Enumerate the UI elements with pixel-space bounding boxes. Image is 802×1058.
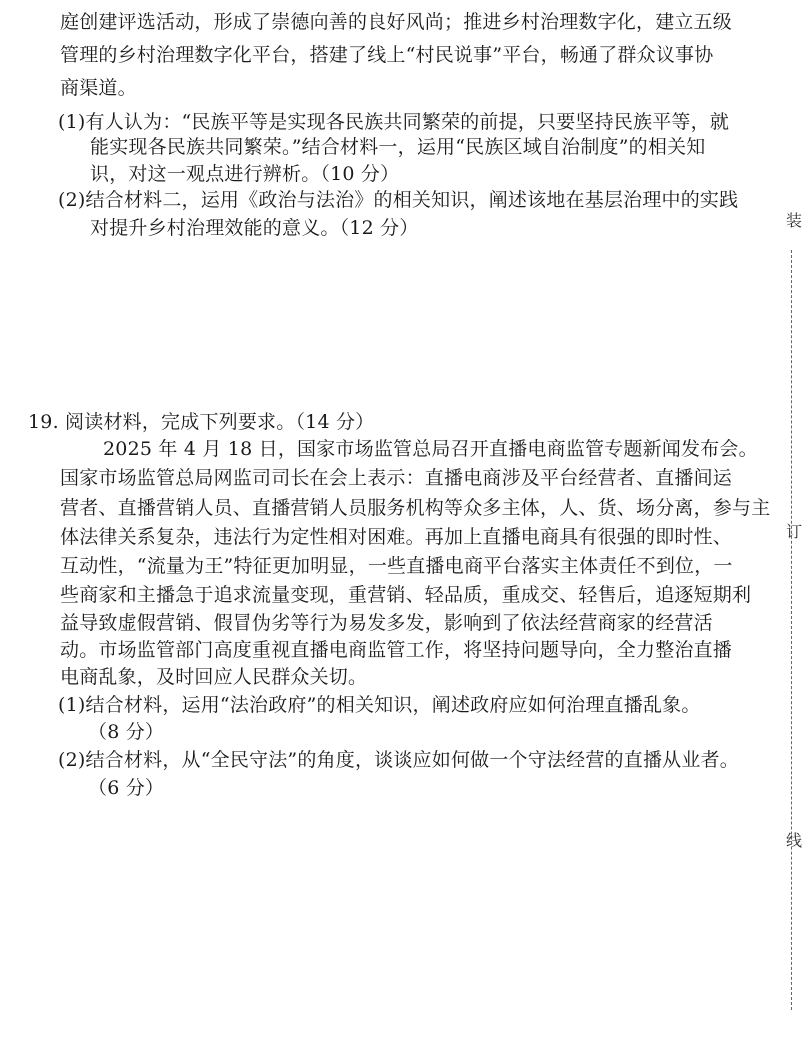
question-text: 对提升乡村治理效能的意义。（12 分） bbox=[90, 217, 419, 239]
material-line: 商渠道。 bbox=[60, 77, 137, 99]
question-text: (2)结合材料，从“全民守法”的角度，谈谈应如何做一个守法经营的直播从业者。 bbox=[58, 749, 739, 771]
question-header: 19. 阅读材料，完成下列要求。（14 分） bbox=[28, 411, 375, 433]
question-text: (1)有人认为：“民族平等是实现各民族共同繁荣的前提，只要坚持民族平等，就 bbox=[58, 111, 730, 133]
material-line: 营者、直播营销人员、直播营销人员服务机构等众多主体，人、货、场分离，参与主 bbox=[60, 497, 771, 519]
material-line: 庭创建评选活动，形成了崇德向善的良好风尚；推进乡村治理数字化，建立五级 bbox=[60, 11, 733, 33]
material-line: 管理的乡村治理数字化平台，搭建了线上“村民说事”平台，畅通了群众议事协 bbox=[60, 44, 714, 66]
binding-mark: 线 bbox=[786, 831, 802, 850]
material-line: 体法律关系复杂，违法行为定性相对困难。再加上直播电商具有很强的即时性、 bbox=[60, 526, 733, 548]
material-line: 国家市场监管总局网监司司长在会上表示：直播电商涉及平台经营者、直播间运 bbox=[60, 467, 733, 489]
material-line: 动。市场监管部门高度重视直播电商监管工作，将坚持问题导向，全力整治直播 bbox=[60, 639, 733, 661]
question-text: (1)结合材料，运用“法治政府”的相关知识，阐述政府应如何治理直播乱象。 bbox=[58, 694, 701, 716]
material-line: 些商家和主播急于追求流量变现，重营销、轻品质，重成交、轻售后，追逐短期利 bbox=[60, 584, 752, 606]
binding-dashed-line bbox=[791, 250, 792, 1010]
material-line: 益导致虚假营销、假冒伪劣等行为易发多发，影响到了依法经营商家的经营活 bbox=[60, 612, 713, 634]
question-text: (2)结合材料二，运用《政治与法治》的相关知识，阐述该地在基层治理中的实践 bbox=[58, 189, 739, 211]
material-line: 电商乱象，及时回应人民群众关切。 bbox=[60, 666, 368, 688]
material-line: 互动性，“流量为王”特征更加明显，一些直播电商平台落实主体责任不到位，一 bbox=[60, 555, 733, 577]
material-line: 2025 年 4 月 18 日，国家市场监管总局召开直播电商监管专题新闻发布会。 bbox=[103, 438, 758, 460]
question-text: （8 分） bbox=[88, 721, 165, 743]
question-text: 识，对这一观点进行辨析。（10 分） bbox=[90, 163, 400, 185]
binding-mark: 订 bbox=[786, 522, 802, 541]
binding-mark: 装 bbox=[786, 211, 802, 230]
question-text: 能实现各民族共同繁荣。”结合材料一，运用“民族区域自治制度”的相关知 bbox=[90, 136, 706, 158]
question-text: （6 分） bbox=[88, 777, 165, 799]
